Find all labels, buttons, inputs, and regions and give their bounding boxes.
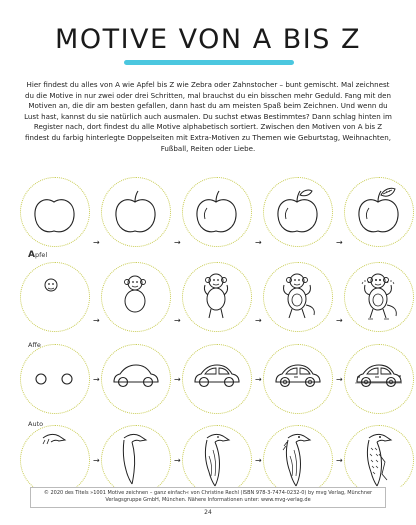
monkey-step-5 [345,263,412,330]
title-underline [124,60,294,65]
monkey-step-4 [264,263,331,330]
arrow-icon: → [174,316,181,325]
arrow-icon: → [93,238,100,247]
eagle-step-2 [102,426,169,487]
arrow-icon: → [93,456,100,465]
car-step-5 [345,345,412,412]
step-circle [263,425,333,487]
arrow-icon: → [336,375,343,384]
arrow-icon: → [174,375,181,384]
apple-step-4 [264,178,331,245]
car-step-1 [21,345,88,412]
step-circle [20,344,90,414]
car-step-2 [102,345,169,412]
step-circle [182,344,252,414]
arrow-icon: → [255,316,262,325]
page-number: 24 [204,509,212,516]
step-circle [344,344,414,414]
page-title: MOTIVE VON A BIS Z [55,24,361,55]
arrow-icon: → [93,375,100,384]
row-label: Affe [28,341,41,349]
arrow-icon: → [255,238,262,247]
step-circle [101,262,171,332]
step-circle [182,177,252,247]
arrow-icon: → [336,316,343,325]
apple-step-1 [21,178,88,245]
eagle-step-5 [345,426,412,487]
copyright-footer: © 2020 des Titels »1001 Motive zeichnen – ganz einfach« von Christine Rechl (ISBN 978-3-7474-0232-0) by mvg Verlag, Münchner Verlagsgruppe GmbH, München. Nähere Informationen unter: www.mvg-verlag.de [30,487,386,508]
arrow-icon: → [336,238,343,247]
step-circle [101,344,171,414]
intro-text: Hier findest du alles von A wie Apfel bis Z wie Zebra oder Zahnstocher – bunt gemischt. Mal zeichnest du die Motive in nur zwei oder drei Schritten, mal brauchst du ein bisschen mehr Geduld. Fang mit den Motiven an, die dir am besten gefallen, dann hast du am meisten Spaß beim Zeichnen. Und wenn du Lust hast, kannst du sie natürlich auch ausmalen. Du suchst etwas Bestimmtes? Dann schlag hinten im Register nach, dort findest du alle Motive alphabetisch sortiert. Zwischen den Motiven von A bis Z findest du farbig hinterlegte Doppelseiten mit Extra-Motiven zu Themen wie Geburtstag, Weihnachten, Fußball, Reiten oder Liebe. [24,80,392,153]
monkey-step-1 [21,263,88,330]
apple-step-2 [102,178,169,245]
monkey-step-2 [102,263,169,330]
step-circle [263,177,333,247]
apple-step-3 [183,178,250,245]
step-circle [182,262,252,332]
eagle-step-3 [183,426,250,487]
row-label: Auto [28,420,44,428]
arrow-icon: → [174,238,181,247]
step-circle [20,425,90,487]
step-circle [344,425,414,487]
arrow-icon: → [93,316,100,325]
step-circle [101,425,171,487]
row-label: Apfel [28,250,48,260]
step-circle [344,262,414,332]
step-circle [263,344,333,414]
step-circle [101,177,171,247]
step-circle [263,262,333,332]
arrow-icon: → [174,456,181,465]
monkey-step-3 [183,263,250,330]
arrow-icon: → [336,456,343,465]
arrow-icon: → [255,375,262,384]
step-circle [20,262,90,332]
car-step-3 [183,345,250,412]
step-circle [182,425,252,487]
apple-step-5 [345,178,412,245]
step-circle [344,177,414,247]
arrow-icon: → [255,456,262,465]
eagle-step-4 [264,426,331,487]
step-circle [20,177,90,247]
row-adler [0,425,416,487]
eagle-step-1 [21,426,88,487]
car-step-4 [264,345,331,412]
